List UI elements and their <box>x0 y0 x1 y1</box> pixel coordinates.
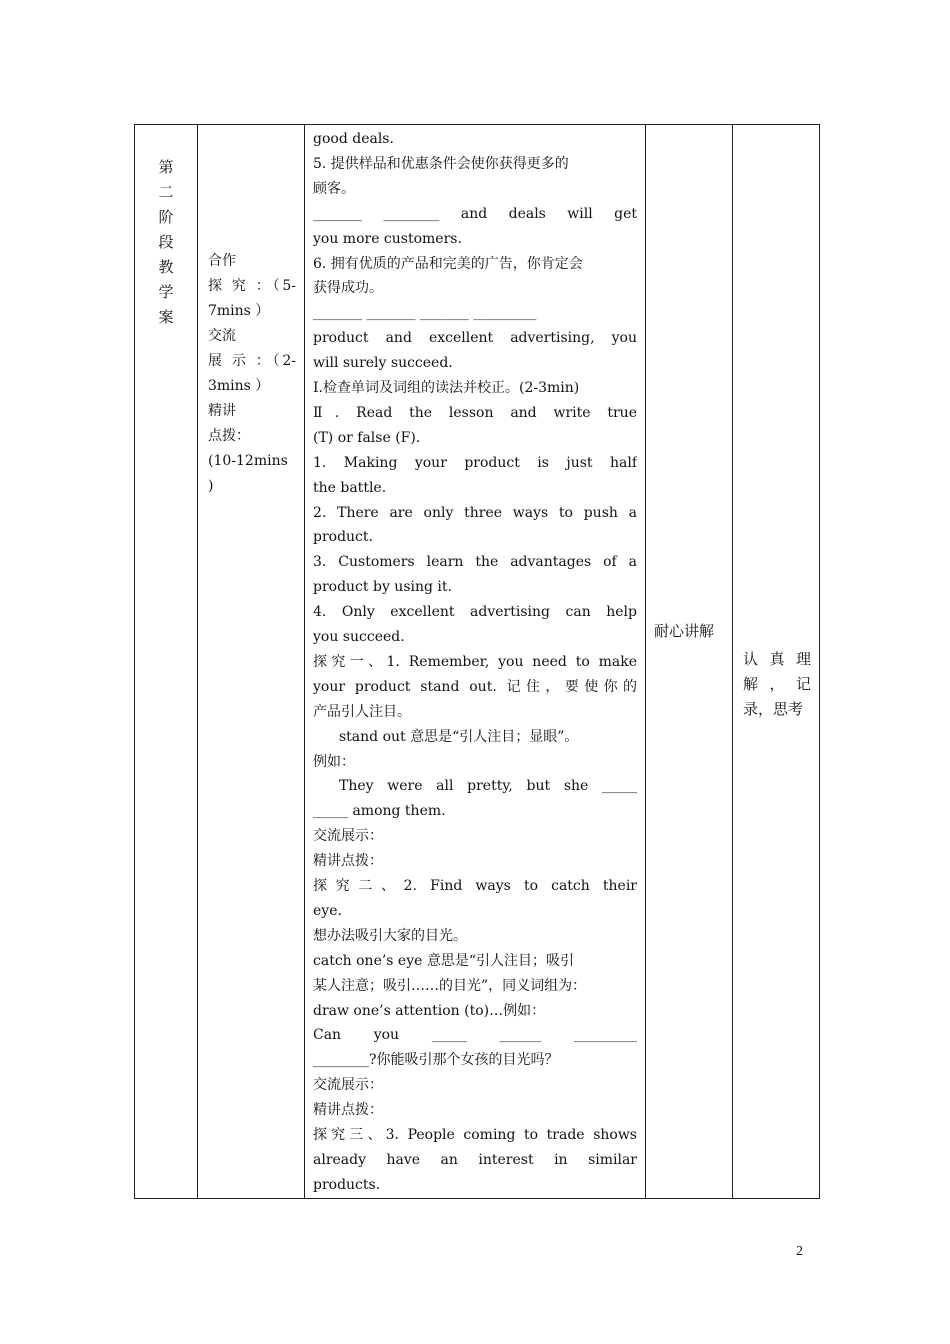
content-cell <box>305 125 646 1199</box>
teacher-activity: 耐心讲解 <box>654 622 715 640</box>
method-line-2: 探 究 ：（5- <box>208 278 296 294</box>
lesson-content <box>305 125 645 1198</box>
stage-char-7: 案 <box>158 308 174 326</box>
content-line-5: you more customers. <box>313 230 462 247</box>
content-line-23: your product stand out. 记住，要使你的 <box>313 678 637 695</box>
content-line-17: product. <box>313 529 373 546</box>
content-line-40: 精讲点拨： <box>313 1102 383 1119</box>
stage-char-2: 二 <box>158 183 174 201</box>
content-line-26: 例如： <box>313 753 355 770</box>
method-line-8: 点拨： <box>208 428 250 444</box>
student-activity-cell <box>733 125 820 1199</box>
stage-char-5: 教 <box>158 258 174 276</box>
stage-char-6: 学 <box>158 283 174 301</box>
content-line-2: 5. 提供样品和优惠条件会使你获得更多的 <box>313 155 569 172</box>
method-line-7: 精讲 <box>208 403 236 419</box>
content-line-36: draw one’s attention (to)…例如： <box>313 1002 546 1019</box>
content-line-33: 想办法吸引大家的目光。 <box>313 927 467 944</box>
content-line-6: 6. 拥有优质的产品和完美的广告，你肯定会 <box>313 255 583 272</box>
content-line-34: catch one’s eye 意思是“引人注目；吸引 <box>313 952 575 969</box>
content-line-38: ________?你能吸引那个女孩的目光吗？ <box>313 1052 559 1069</box>
content-line-41: 探究三、3. People coming to trade shows <box>313 1127 637 1144</box>
method-cell <box>198 125 305 1199</box>
content-line-16: 2. There are only three ways to push a <box>313 504 637 521</box>
method-line-1: 合作 <box>208 253 236 269</box>
content-line-21: you succeed. <box>313 629 405 646</box>
content-line-42: already have an interest in similar <box>313 1151 637 1168</box>
content-line-7: 获得成功。 <box>313 280 383 297</box>
student-line-1: 认 真 理 <box>743 650 811 668</box>
content-line-18: 3. Customers learn the advantages of a <box>313 554 637 571</box>
student-line-3: 录，思考 <box>743 700 804 718</box>
content-line-39: 交流展示： <box>313 1077 383 1094</box>
content-line-20: 4. Only excellent advertising can help <box>313 604 637 621</box>
content-line-14: 1. Making your product is just half <box>313 454 637 471</box>
content-line-24: 产品引人注目。 <box>313 703 411 720</box>
method-line-4: 交流 <box>208 328 236 344</box>
stage-char-4: 段 <box>158 233 174 251</box>
stage-char-3: 阶 <box>158 208 174 226</box>
content-line-35: 某人注意；吸引……的目光”，同义词组为： <box>313 977 587 994</box>
method-line-3: 7mins ） <box>208 303 270 319</box>
stage-label <box>158 155 174 330</box>
student-line-2: 解 ， 记 <box>743 675 811 693</box>
method-line-6: 3mins ） <box>208 378 270 394</box>
content-line-8: _______ _______ _______ _________ <box>313 305 537 322</box>
content-line-31: 探究二、2. Find ways to catch their <box>313 878 637 895</box>
content-line-29: 交流展示： <box>313 828 383 845</box>
content-line-1: good deals. <box>313 131 394 147</box>
page-number: 2 <box>796 1244 803 1259</box>
content-line-28: _____ among them. <box>313 803 446 820</box>
method-line-5: 展 示 ：（2- <box>208 353 296 369</box>
content-line-4: _______ ________ and deals will get <box>313 205 637 222</box>
content-line-19: product by using it. <box>313 579 452 596</box>
lesson-plan-table <box>134 124 820 1199</box>
content-line-15: the battle. <box>313 479 387 496</box>
content-line-22: 探究一、1. Remember, you need to make <box>313 653 637 670</box>
method-line-9: (10-12mins <box>208 453 288 469</box>
content-line-25: stand out 意思是“引人注目；显眼”。 <box>339 728 579 745</box>
teacher-activity-cell <box>646 125 733 1199</box>
content-line-13: (T) or false (F). <box>313 429 421 446</box>
content-line-27: They were all pretty, but she _____ <box>339 778 637 795</box>
content-line-3: 顾客。 <box>313 180 355 197</box>
stage-cell <box>135 125 198 1199</box>
content-line-9: product and excellent advertising, you <box>313 330 637 347</box>
content-line-30: 精讲点拨： <box>313 853 383 870</box>
table-row <box>135 125 820 1199</box>
content-line-11: Ⅰ.检查单词及词组的读法并校正。(2-3min) <box>313 380 580 397</box>
student-activity <box>733 125 819 722</box>
content-line-37: Can you _____ ______ _________ <box>313 1027 637 1044</box>
method-line-10: ) <box>208 478 214 494</box>
stage-char-1: 第 <box>158 158 174 176</box>
content-line-12: Ⅱ. Read the lesson and write true <box>313 404 637 421</box>
method-text <box>198 125 304 499</box>
content-line-10: will surely succeed. <box>313 355 453 372</box>
content-line-32: eye. <box>313 902 342 919</box>
content-line-43: products. <box>313 1176 381 1193</box>
